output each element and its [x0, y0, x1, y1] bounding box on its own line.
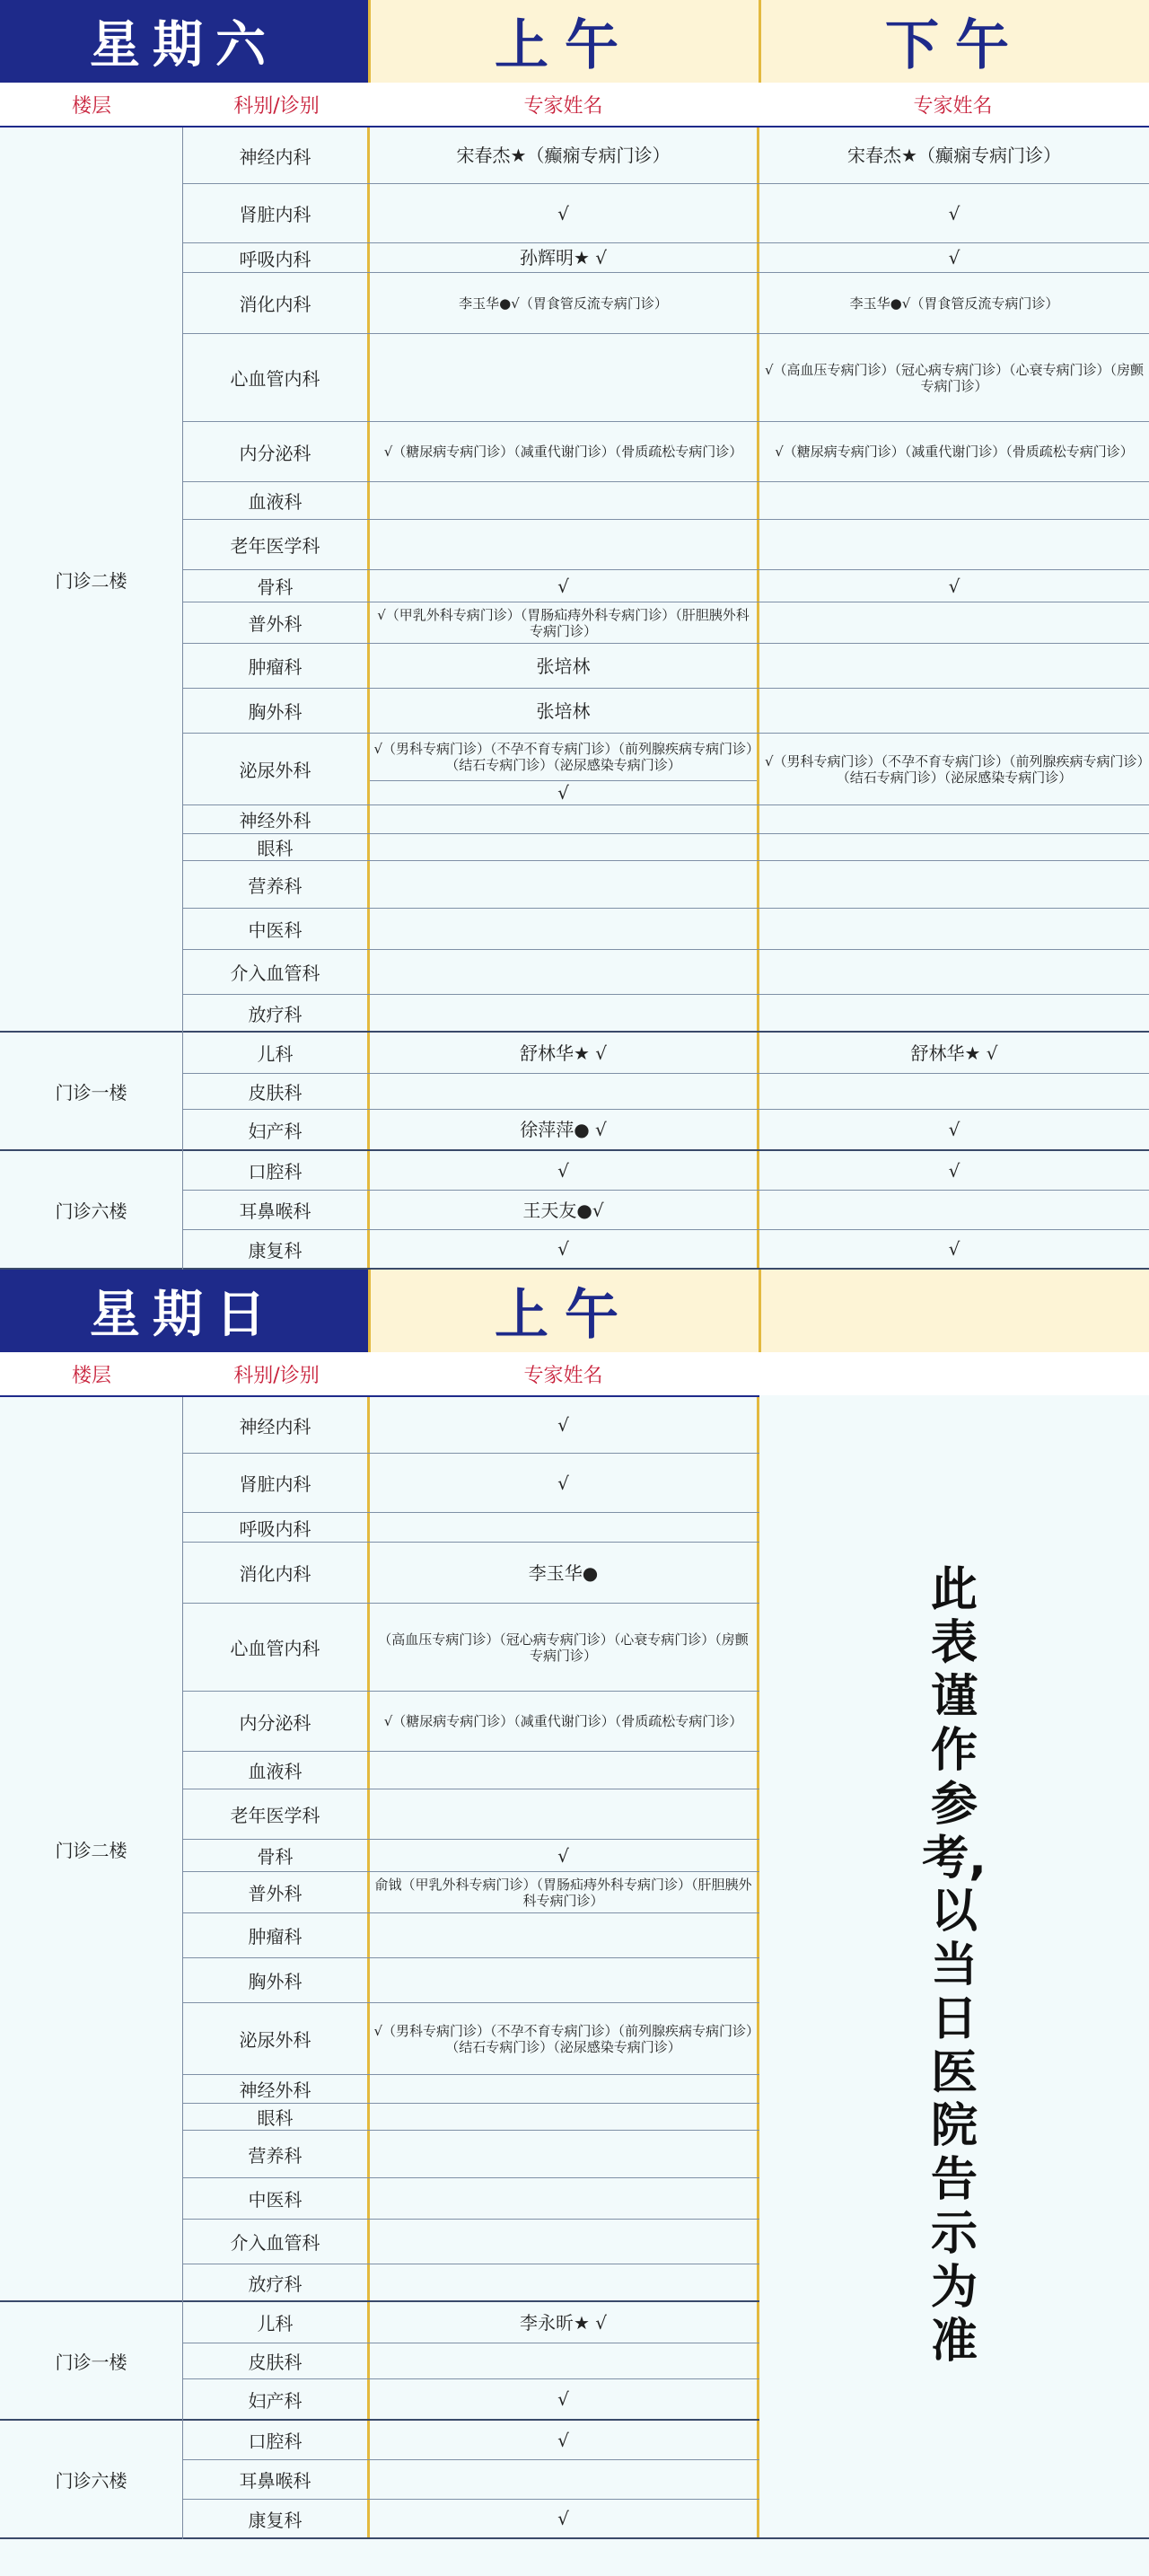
- saturday-grid: [0, 127, 1149, 1270]
- table-row: [183, 422, 1149, 482]
- am-cell: （高血压专病门诊）（冠心病专病门诊）（心衰专病门诊）（房颤专病门诊）: [370, 1604, 759, 1691]
- header-dept: 科别/诊别: [233, 1364, 320, 1387]
- pm-cell: [759, 602, 1149, 643]
- dept-cell: 眼科: [183, 834, 370, 860]
- floor-column: [0, 127, 183, 1270]
- pm-cell: √: [948, 575, 960, 597]
- dept-cell: 骨科: [183, 570, 370, 602]
- am-cell: [370, 2460, 759, 2499]
- saturday-am-title: 上午: [368, 0, 759, 83]
- table-row: [183, 602, 1149, 644]
- am-cell: √: [370, 1151, 759, 1190]
- table-row: [183, 805, 1149, 834]
- pm-cell: √: [948, 202, 960, 224]
- pm-cell: [759, 482, 1149, 519]
- am-cell: [370, 805, 759, 833]
- dept-cell: 营养科: [183, 2131, 370, 2177]
- dept-cell: 康复科: [183, 2500, 370, 2537]
- floor-label: 门诊一楼: [0, 1033, 182, 1151]
- table-row: [183, 334, 1149, 422]
- am-cell: [370, 482, 759, 519]
- dept-cell: 消化内科: [183, 273, 370, 333]
- am-cell: [370, 1913, 759, 1957]
- am-cell: [370, 2104, 759, 2130]
- floor-label: 门诊六楼: [0, 2421, 182, 2539]
- pm-cell: [759, 1191, 1149, 1229]
- table-row: [183, 1033, 1149, 1074]
- table-row: [183, 1151, 1149, 1191]
- header-am: 专家姓名: [523, 94, 603, 118]
- notice-char: 为: [930, 2260, 978, 2315]
- dept-cell: 眼科: [183, 2104, 370, 2130]
- am-cell: √: [370, 1230, 759, 1268]
- am-cell: √: [370, 2379, 759, 2419]
- reference-notice: [759, 1395, 1149, 2537]
- saturday-section: [0, 0, 1149, 1270]
- notice-char: 告: [930, 2153, 978, 2208]
- notice-char: 示: [930, 2207, 978, 2262]
- dept-cell: 儿科: [183, 2302, 370, 2343]
- pm-cell: [759, 520, 1149, 569]
- table-row: [183, 184, 1149, 243]
- dept-cell: 泌尿外科: [183, 734, 370, 804]
- dept-cell: 神经内科: [183, 1397, 370, 1453]
- dept-cell: 口腔科: [183, 2421, 370, 2459]
- pm-cell: [759, 834, 1149, 860]
- dept-cell: 骨科: [183, 1840, 370, 1871]
- table-row: [183, 1110, 1149, 1151]
- floor-label: 门诊二楼: [0, 1397, 182, 2302]
- dept-cell: 内分泌科: [183, 422, 370, 481]
- am-cell: √: [370, 184, 759, 242]
- notice-char: 日: [930, 1991, 978, 2046]
- table-row: [183, 909, 1149, 950]
- dept-cell: 呼吸内科: [183, 243, 370, 272]
- am-cell: √（甲乳外科专病门诊）（胃肠疝痔外科专病门诊）（肝胆胰外科专病门诊）: [370, 602, 759, 643]
- table-row: [183, 1074, 1149, 1110]
- dept-cell: 耳鼻喉科: [183, 2460, 370, 2499]
- header-empty: [757, 1352, 1149, 1395]
- am-cell: 宋春杰★（癫痫专病门诊）: [370, 127, 759, 183]
- pm-cell: √（高血压专病门诊）（冠心病专病门诊）（心衰专病门诊）（房颤专病门诊）: [764, 361, 1145, 394]
- pm-cell: [759, 909, 1149, 949]
- am-cell: √（糖尿病专病门诊）（减重代谢门诊）（骨质疏松专病门诊）: [370, 1692, 759, 1751]
- notice-char: 准: [930, 2314, 978, 2369]
- dept-cell: 营养科: [183, 861, 370, 908]
- pm-cell: [759, 644, 1149, 688]
- dept-cell: 肿瘤科: [183, 1913, 370, 1957]
- am-cell: [370, 1074, 759, 1109]
- am-cell: 李玉华●: [370, 1543, 759, 1603]
- am-cell: 张培林: [370, 689, 759, 733]
- header-dept: 科别/诊别: [233, 94, 320, 118]
- table-row: [183, 734, 1149, 805]
- am-cell: √: [370, 1840, 759, 1871]
- saturday-day-title: 星期六: [0, 0, 368, 83]
- notice-char: 院: [930, 2099, 978, 2154]
- dept-cell: 呼吸内科: [183, 1513, 370, 1542]
- table-row: [183, 520, 1149, 570]
- sunday-section: [0, 1270, 1149, 2539]
- pm-cell: [759, 805, 1149, 833]
- dept-cell: 心血管内科: [183, 1604, 370, 1691]
- saturday-header-row: [0, 83, 1149, 127]
- table-row: [183, 1191, 1149, 1230]
- floor-label: 门诊二楼: [0, 127, 182, 1033]
- dept-cell: 神经外科: [183, 805, 370, 833]
- pm-cell: 李玉华●√（胃食管反流专病门诊）: [849, 295, 1059, 312]
- pm-cell: √（男科专病门诊）（不孕不育专病门诊）（前列腺疾病专病门诊）（结石专病门诊）（泌尿感染专病门诊）: [764, 752, 1145, 786]
- pm-cell: [759, 1074, 1149, 1109]
- dept-cell: 血液科: [183, 1752, 370, 1789]
- table-row: [183, 273, 1149, 334]
- table-row: [183, 834, 1149, 861]
- sunday-am-title: 上午: [368, 1270, 759, 1352]
- am-cell-text: √（男科专病门诊）（不孕不育专病门诊）（前列腺疾病专病门诊）（结石专病门诊）（泌尿感染专病门诊）: [373, 741, 753, 773]
- floor-label: 门诊一楼: [0, 2302, 182, 2421]
- am-cell: √: [370, 570, 759, 602]
- dept-cell: 中医科: [183, 909, 370, 949]
- table-row: [183, 644, 1149, 689]
- am-cell: [370, 834, 759, 860]
- sunday-title-row: [0, 1270, 1149, 1352]
- notice-char: 表: [930, 1616, 978, 1671]
- pm-cell: 宋春杰★（癫痫专病门诊）: [847, 145, 1061, 166]
- am-cell: [370, 1958, 759, 2002]
- am-cell: 李玉华●√（胃食管反流专病门诊）: [370, 273, 759, 333]
- am-cell: 张培林: [370, 644, 759, 688]
- dept-cell: 康复科: [183, 1230, 370, 1268]
- saturday-title-row: [0, 0, 1149, 83]
- dept-cell: 血液科: [183, 482, 370, 519]
- am-cell: √: [370, 2421, 759, 2459]
- pm-cell: √: [948, 1159, 960, 1182]
- am-cell: 舒林华★ √: [370, 1033, 759, 1073]
- saturday-pm-title: 下午: [759, 0, 1149, 83]
- header-floor: 楼层: [71, 94, 111, 118]
- am-cell: [370, 1513, 759, 1542]
- dept-cell: 皮肤科: [183, 1074, 370, 1109]
- am-cell: [370, 520, 759, 569]
- am-cell: √: [370, 1397, 759, 1453]
- dept-cell: 皮肤科: [183, 2343, 370, 2378]
- am-cell: [370, 2220, 759, 2264]
- notice-char: 参: [930, 1777, 978, 1832]
- am-cell: [370, 2264, 759, 2300]
- pm-cell: √（糖尿病专病门诊）（减重代谢门诊）（骨质疏松专病门诊）: [775, 444, 1134, 460]
- header-pm: 专家姓名: [913, 94, 993, 118]
- rows-column: [183, 127, 1149, 1270]
- am-cell: [370, 734, 759, 804]
- dept-cell: 放疗科: [183, 995, 370, 1031]
- dept-cell: 消化内科: [183, 1543, 370, 1603]
- dept-cell: 介入血管科: [183, 2220, 370, 2264]
- pm-cell: √: [948, 1119, 960, 1140]
- am-cell: 李永昕★ √: [370, 2302, 759, 2343]
- notice-char: 当: [930, 1939, 978, 1993]
- dept-cell: 胸外科: [183, 1958, 370, 2002]
- dept-cell: 介入血管科: [183, 950, 370, 994]
- table-row: [183, 689, 1149, 734]
- dept-cell: 泌尿外科: [183, 2003, 370, 2074]
- dept-cell: 普外科: [183, 1872, 370, 1912]
- dept-cell: 肿瘤科: [183, 644, 370, 688]
- dept-cell: 胸外科: [183, 689, 370, 733]
- pm-cell: √: [948, 247, 960, 268]
- dept-cell: 内分泌科: [183, 1692, 370, 1751]
- table-row: [183, 570, 1149, 602]
- pm-cell: [759, 950, 1149, 994]
- table-row: [183, 861, 1149, 909]
- sunday-empty-title: [759, 1270, 1149, 1352]
- notice-char: 以: [930, 1885, 978, 1939]
- pm-cell: √: [948, 1238, 960, 1260]
- dept-cell: 神经内科: [183, 127, 370, 183]
- notice-char: 作: [930, 1723, 978, 1778]
- table-row: [183, 127, 1149, 184]
- floor-label: 门诊六楼: [0, 1151, 182, 1270]
- notice-char: 此: [930, 1562, 978, 1617]
- sunday-day-title: 星期日: [0, 1270, 368, 1352]
- am-cell: [370, 1789, 759, 1839]
- am-cell: 俞钺（甲乳外科专病门诊）（胃肠疝痔外科专病门诊）（肝胆胰外科专病门诊）: [370, 1872, 759, 1912]
- table-row: [183, 950, 1149, 995]
- am-cell: √（糖尿病专病门诊）（减重代谢门诊）（骨质疏松专病门诊）: [370, 422, 759, 481]
- dept-cell: 心血管内科: [183, 334, 370, 421]
- am-cell: 王天友●√: [370, 1191, 759, 1229]
- pm-cell: [759, 995, 1149, 1031]
- dept-cell: 口腔科: [183, 1151, 370, 1190]
- pm-cell: [759, 689, 1149, 733]
- dept-cell: 放疗科: [183, 2264, 370, 2300]
- am-cell-extra: √: [370, 780, 757, 804]
- am-cell: [370, 995, 759, 1031]
- table-row: [183, 995, 1149, 1033]
- table-row: [183, 482, 1149, 520]
- am-cell: [370, 2131, 759, 2177]
- am-cell: 孙辉明★ √: [370, 243, 759, 272]
- dept-cell: 肾脏内科: [183, 1454, 370, 1512]
- dept-cell: 耳鼻喉科: [183, 1191, 370, 1229]
- sunday-header-row: [0, 1352, 1149, 1397]
- dept-cell: 普外科: [183, 602, 370, 643]
- dept-cell: 肾脏内科: [183, 184, 370, 242]
- notice-char: 考,: [922, 1831, 987, 1886]
- notice-char: 医: [930, 2045, 978, 2100]
- dept-cell: 儿科: [183, 1033, 370, 1073]
- am-cell: [370, 861, 759, 908]
- dept-cell: 妇产科: [183, 1110, 370, 1149]
- table-row: [183, 1230, 1149, 1270]
- am-cell: [370, 1752, 759, 1789]
- dept-cell: 中医科: [183, 2178, 370, 2219]
- notice-char: 谨: [930, 1670, 978, 1725]
- am-cell: √（男科专病门诊）（不孕不育专病门诊）（前列腺疾病专病门诊）（结石专病门诊）（泌尿感染专病门诊）: [370, 2003, 759, 2074]
- am-cell: [370, 2178, 759, 2219]
- dept-cell: 神经外科: [183, 2075, 370, 2103]
- pm-cell: 舒林华★ √: [910, 1042, 998, 1064]
- am-cell: √: [370, 2500, 759, 2537]
- dept-cell: 老年医学科: [183, 520, 370, 569]
- am-cell: √: [370, 1454, 759, 1512]
- dept-cell: 妇产科: [183, 2379, 370, 2419]
- table-row: [183, 243, 1149, 273]
- am-cell: [370, 909, 759, 949]
- header-am: 专家姓名: [523, 1364, 603, 1387]
- am-cell: 徐萍萍● √: [370, 1110, 759, 1149]
- am-cell: [370, 334, 759, 421]
- am-cell: [370, 2343, 759, 2378]
- floor-column: [0, 1397, 183, 2539]
- header-floor: 楼层: [71, 1364, 111, 1387]
- pm-cell: [759, 861, 1149, 908]
- dept-cell: 老年医学科: [183, 1789, 370, 1839]
- am-cell: [370, 950, 759, 994]
- am-cell: [370, 2075, 759, 2103]
